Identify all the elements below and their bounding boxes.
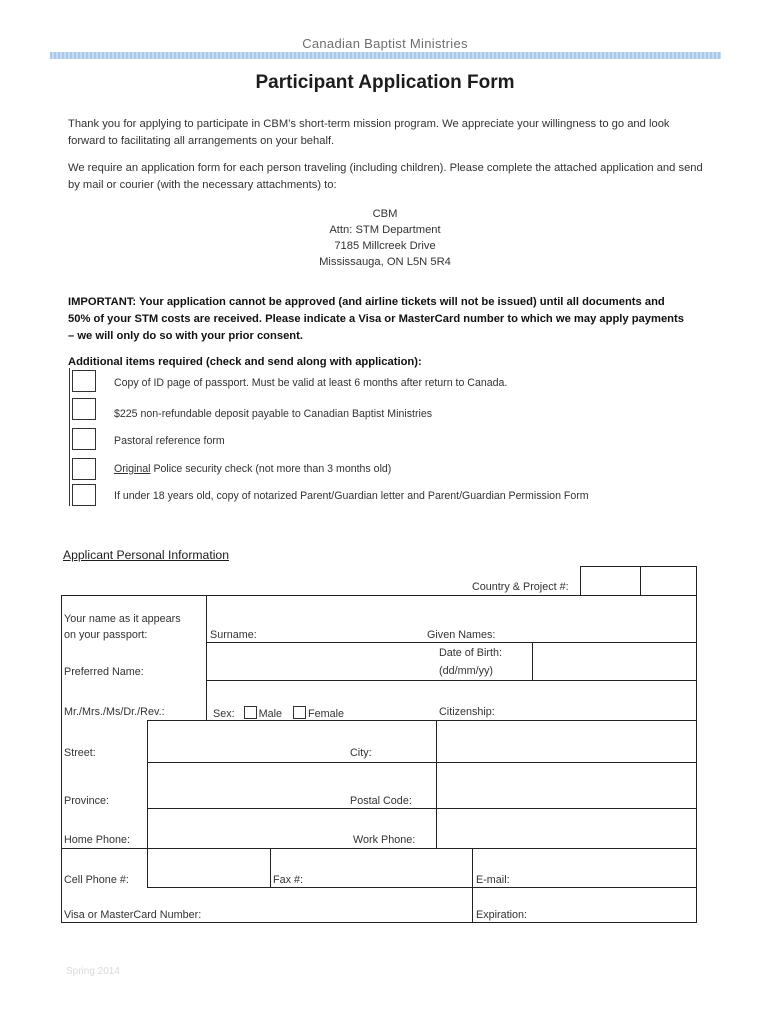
country-project-label: Country & Project #: [472, 581, 569, 593]
grid-line [61, 848, 697, 849]
grid-line [206, 680, 697, 681]
checklist-heading: Additional items required (check and send along with application): [68, 356, 422, 368]
male-label: Male [258, 708, 283, 720]
grid-line [580, 566, 697, 567]
checkbox-pastoral-reference[interactable] [72, 428, 96, 450]
postal-code-label: Postal Code: [350, 795, 412, 807]
header-divider [50, 52, 721, 59]
grid-line [147, 720, 697, 721]
grid-line [210, 922, 352, 923]
checkbox-passport[interactable] [72, 370, 96, 392]
grid-line [640, 566, 641, 595]
title-label: Mr./Mrs./Ms/Dr./Rev.: [64, 706, 165, 718]
checklist-item-label: Police security check (not more than 3 months old) [150, 463, 392, 475]
citizenship-label: Citizenship: [439, 706, 495, 718]
female-checkbox[interactable] [293, 706, 306, 719]
footer-date: Spring 2014 [66, 966, 120, 977]
surname-label: Surname: [210, 629, 257, 641]
fax-label: Fax #: [273, 874, 304, 886]
passport-name-label-1: Your name as it appears [64, 613, 181, 625]
expiration-label: Expiration: [476, 909, 528, 921]
male-checkbox[interactable] [244, 706, 257, 719]
grid-line [472, 848, 473, 923]
intro-paragraph-1: Thank you for applying to participate in CBM’s short-term mission program. We appreciate your willingness to go and look forward to facilitating all arrangements on your behalf. [68, 118, 670, 147]
passport-name-label-2: on your passport: [64, 629, 148, 641]
dob-label: Date of Birth: [439, 647, 503, 659]
cell-phone-label: Cell Phone #: [64, 874, 129, 886]
checkbox-police-check[interactable] [72, 458, 96, 480]
email-label: E-mail: [476, 874, 510, 886]
section-title: Applicant Personal Information [63, 548, 229, 562]
intro-paragraph-2: We require an application form for each person traveling (including children). Please complete the attached application and send by mail or courier (with the necessary attachments) to: [68, 162, 703, 191]
grid-line [61, 595, 62, 923]
given-names-label: Given Names: [427, 629, 496, 641]
checkbox-parent-letter[interactable] [72, 484, 96, 506]
organization-name: Canadian Baptist Ministries [302, 36, 468, 51]
important-notice: IMPORTANT: Your application cannot be approved (and airline tickets will not be issued) until all documents and 50% of your STM costs are received. Please indicate a Visa or MasterCard number to which we may apply payments – we will only do so with your prior consent. [68, 296, 684, 342]
grid-line [206, 595, 207, 720]
province-label: Province: [64, 795, 110, 807]
street-label: Street: [64, 747, 96, 759]
grid-line [147, 762, 697, 763]
grid-line [147, 808, 697, 809]
grid-line [61, 922, 697, 923]
home-phone-label: Home Phone: [64, 834, 131, 846]
card-number-label: Visa or MasterCard Number: [64, 909, 202, 921]
address-block [0, 206, 770, 270]
grid-line [147, 887, 697, 888]
work-phone-label: Work Phone: [353, 834, 416, 846]
sex-label: Sex: [213, 708, 235, 720]
grid-line [206, 642, 697, 643]
dob-format-label: (dd/mm/yy) [439, 665, 493, 677]
page-title: Participant Application Form [255, 72, 515, 93]
preferred-name-label: Preferred Name: [64, 666, 144, 678]
grid-line [696, 566, 697, 923]
checkbox-deposit[interactable] [72, 398, 96, 420]
checklist-item-deposit: $225 non-refundable deposit payable to Canadian Baptist Ministries [114, 408, 433, 420]
checklist-item-passport: Copy of ID page of passport. Must be valid at least 6 months after return to Canada. [114, 377, 508, 389]
grid-line [580, 566, 581, 595]
checklist-item-parent: If under 18 years old, copy of notarized Parent/Guardian letter and Parent/Guardian Permission Form [114, 490, 589, 502]
grid-line [436, 720, 437, 848]
grid-line [532, 642, 533, 680]
female-label: Female [308, 708, 345, 720]
sex-field [213, 706, 344, 720]
grid-line [147, 720, 148, 888]
address-line: 7185 Millcreek Drive [334, 240, 436, 252]
grid-line [61, 595, 697, 596]
city-label: City: [350, 747, 372, 759]
grid-line [270, 848, 271, 888]
address-line: Mississauga, ON L5N 5R4 [319, 256, 451, 268]
checklist-item-police [114, 463, 391, 475]
original-emphasis: Original [114, 463, 151, 475]
checklist-item-pastoral: Pastoral reference form [114, 435, 225, 447]
address-line: Attn: STM Department [329, 224, 441, 236]
address-line: CBM [372, 208, 398, 220]
